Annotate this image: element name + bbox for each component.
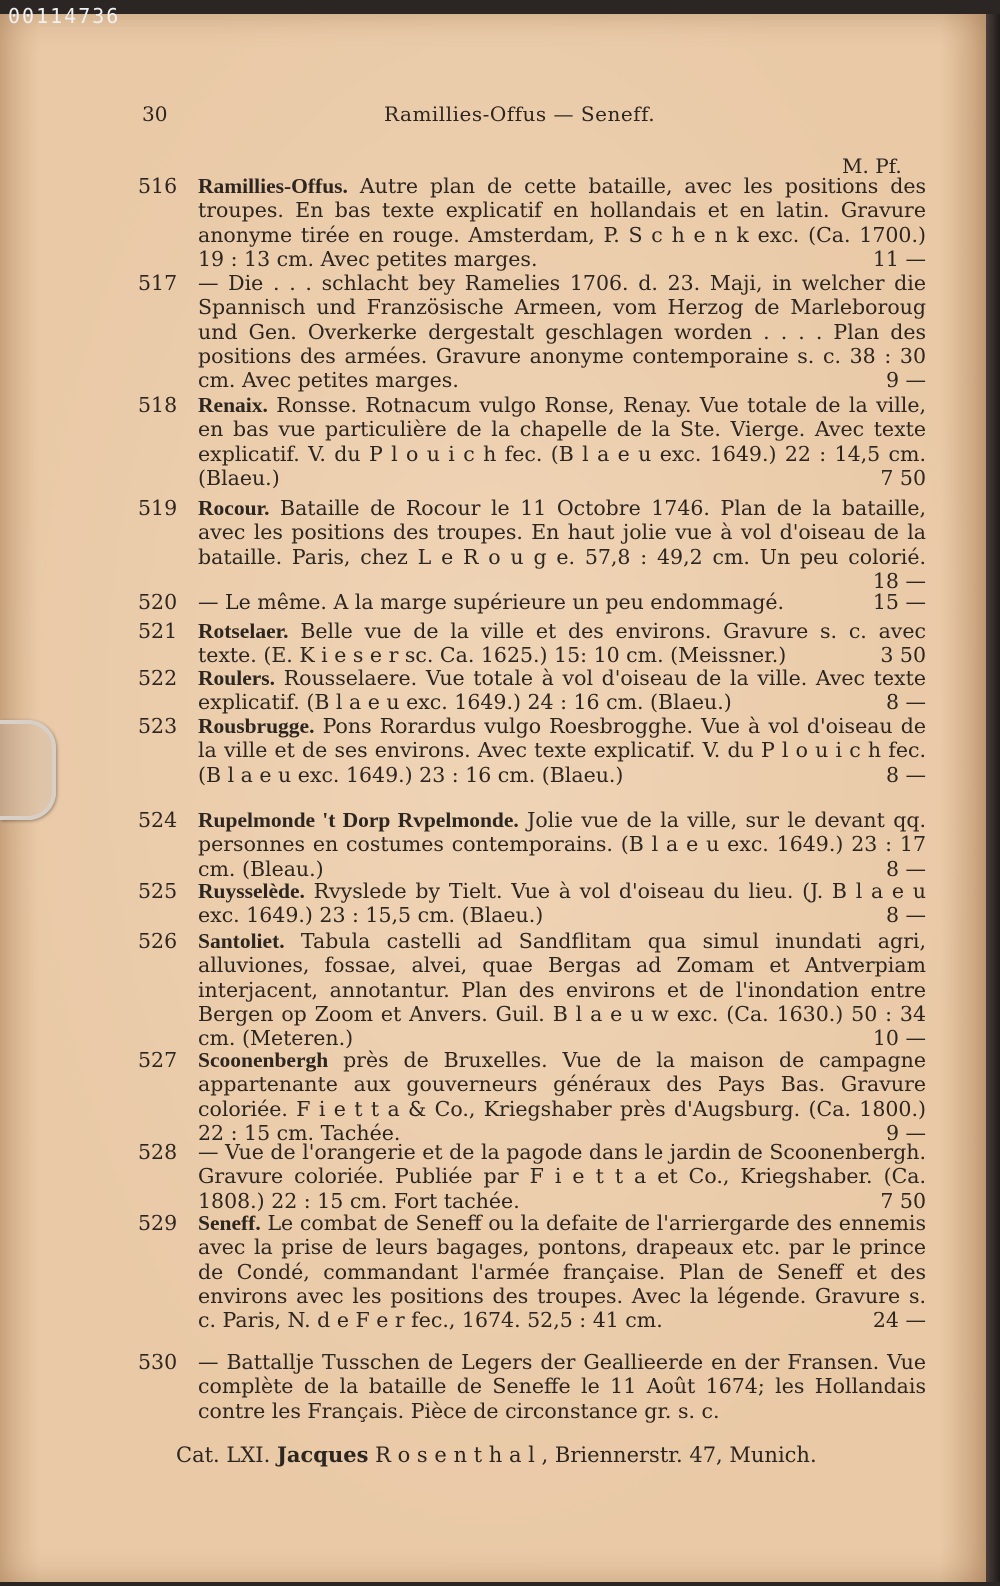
footer-catalogue-number: Cat. LXI.: [176, 1443, 271, 1467]
entry-price: 7 50: [880, 465, 926, 490]
price-column-head: M. Pf.: [842, 154, 902, 178]
entry-keyword: Ruysselède.: [198, 879, 305, 903]
entry-text: Jolie vue de la ville, sur le devant qq. personnes en costumes contemporains. (B l a e u exc. 1649.) 23 : 17 cm. (Bleau.): [198, 808, 926, 881]
entry-text: — Battallje Tusschen de Legers der Geallieerde en der Fransen. Vue complète de la bataille de Seneffe le 11 Août 1674; les Hollandais contre les Français. Pièce de circonstance gr. s. c.: [198, 1350, 926, 1423]
entry-price: 10 —: [872, 1026, 926, 1051]
entry-number: 526: [138, 929, 178, 953]
entry-number: 525: [138, 879, 178, 903]
entry-number: 518: [138, 393, 178, 417]
entry-price: 8 —: [885, 690, 926, 715]
entry-price: 8 —: [885, 903, 926, 928]
catalogue-entry: [138, 590, 926, 614]
catalogue-entry: [138, 1140, 926, 1213]
entry-keyword: Rupelmonde 't Dorp Rvpelmonde.: [198, 808, 519, 832]
entry-number: 530: [138, 1350, 178, 1374]
entry-price: 9 —: [885, 368, 926, 393]
entry-text: près de Bruxelles. Vue de la maison de campagne appartenante aux gouverneurs généraux des Pays Bas. Gravure coloriée. F i e t t a & Co., Kriegshaber près d'Augsburg. (Ca. 1800.) 22 : 15 cm. Tachée.: [198, 1048, 926, 1145]
catalogue-entry: [138, 1350, 926, 1423]
paper-clip: [0, 720, 56, 820]
entry-number: 517: [138, 271, 178, 295]
entry-price: 11 —: [872, 246, 926, 271]
entry-number: 516: [138, 174, 178, 198]
entry-number: 528: [138, 1140, 178, 1164]
catalogue-entry: [138, 1211, 926, 1332]
entry-text: Rvyslede by Tielt. Vue à vol d'oiseau du lieu. (J. B l a e u exc. 1649.) 23 : 15,5 cm. (Blaeu.): [198, 879, 926, 928]
entry-price: 24 —: [872, 1308, 926, 1333]
entry-price: 9 —: [885, 1120, 926, 1145]
catalogue-entry: [138, 393, 926, 490]
entry-price: 15 —: [872, 590, 926, 614]
entry-keyword: Rousbrugge.: [198, 714, 315, 738]
book-edge: [986, 14, 1000, 1582]
entry-keyword: Rocour.: [198, 496, 270, 520]
catalogue-entry: [138, 714, 926, 787]
entry-number: 520: [138, 590, 178, 614]
catalogue-entry: [138, 879, 926, 928]
catalogue-footer: [176, 1442, 817, 1467]
entry-text: — Die . . . schlacht bey Ramelies 1706. d. 23. Maji, in welcher die Spannisch und Französische Armeen, vom Herzog de Marleboroug und Gen. Overkerke dergestalt geschlagen worden . . . . Plan des positions des armées. Gravure anonyme contemporaine s. c. 38 : 30 cm. Avec petites marges.: [198, 271, 926, 393]
catalogue-entry: [138, 1048, 926, 1145]
entry-text: — Vue de l'orangerie et de la pagode dans le jardin de Scoonenbergh. Gravure coloriée. Publiée par F i e t t a et Co., Kriegshaber. (Ca. 1808.) 22 : 15 cm. Fort tachée.: [198, 1140, 926, 1213]
page-number: 30: [142, 102, 168, 126]
catalogue-entry: [138, 929, 926, 1050]
footer-dealer-address: R o s e n t h a l , Briennerstr. 47, Munich.: [375, 1443, 817, 1467]
catalogue-entry: [138, 666, 926, 715]
entry-keyword: Rotselaer.: [198, 619, 289, 643]
entry-price: 7 50: [880, 1188, 926, 1213]
entry-number: 521: [138, 619, 178, 643]
entry-text: Le combat de Seneff ou la defaite de l'arriergarde des ennemis avec la prise de leurs bagages, pontons, drapeaux etc. par le prince de Condé, commandant l'armée française. Plan de Seneff et des environs avec les positions des troupes. Avec la légende. Gravure s. c. Paris, N. d e F e r fec., 1674. 52,5 : 41 cm.: [198, 1211, 926, 1333]
catalogue-entry: [138, 808, 926, 881]
entry-price: 8 —: [885, 762, 926, 787]
footer-dealer-first-name: Jacques: [276, 1442, 369, 1467]
running-head: Ramillies-Offus — Seneff.: [384, 102, 656, 126]
entry-number: 523: [138, 714, 178, 738]
entry-keyword: Scoonenbergh: [198, 1048, 329, 1072]
entry-text: Rousselaere. Vue totale à vol d'oiseau de la ville. Avec texte explicatif. (B l a e u exc. 1649.) 24 : 16 cm. (Blaeu.): [198, 666, 926, 715]
catalogue-entry: [138, 174, 926, 271]
entry-price: 3 50: [880, 643, 926, 668]
entry-number: 519: [138, 496, 178, 520]
entry-number: 524: [138, 808, 178, 832]
entry-keyword: Seneff.: [198, 1211, 261, 1235]
entry-number: 527: [138, 1048, 178, 1072]
catalogue-page: [0, 4, 986, 1582]
entry-text: Belle vue de la ville et des environs. Gravure s. c. avec texte. (E. K i e s e r sc. Ca. 1625.) 15: 10 cm. (Meissner.): [198, 619, 926, 668]
entry-number: 522: [138, 666, 178, 690]
entry-text: Bataille de Rocour le 11 Octobre 1746. Plan de la bataille, avec les positions des troupes. En haut jolie vue à vol d'oiseau de la bataille. Paris, chez L e R o u g e. 57,8 : 49,2 cm. Un peu colorié.: [198, 496, 926, 569]
catalogue-entry: [138, 619, 926, 668]
catalogue-entry: [138, 496, 926, 593]
scan-label: 00114736: [8, 4, 121, 28]
entry-text: Ronsse. Rotnacum vulgo Ronse, Renay. Vue totale de la ville, en bas vue particulière de la chapelle de la Ste. Vierge. Avec texte explicatif. V. du P l o u i c h fec. (B l a e u exc. 1649.) 22 : 14,5 cm. (Blaeu.): [198, 393, 926, 490]
entry-price: 8 —: [885, 856, 926, 881]
entry-number: 529: [138, 1211, 178, 1235]
entry-keyword: Santoliet.: [198, 929, 285, 953]
catalogue-entry: [138, 271, 926, 392]
entry-text: Autre plan de cette bataille, avec les positions des troupes. En bas texte explicatif en hollandais et en latin. Gravure anonyme tirée en rouge. Amsterdam, P. S c h e n k exc. (Ca. 1700.) 19 : 13 cm. Avec petites marges.: [198, 174, 926, 271]
entry-text: — Le même. A la marge supérieure un peu endommagé.: [198, 590, 784, 614]
entry-price: 18 —: [872, 568, 926, 593]
entry-keyword: Ramillies-Offus.: [198, 174, 348, 198]
entry-text: Pons Rorardus vulgo Roesbrogghe. Vue à vol d'oiseau de la ville et de ses environs. Avec texte explicatif. V. du P l o u i c h fec. (B l a e u exc. 1649.) 23 : 16 cm. (Blaeu.): [198, 714, 926, 787]
entry-keyword: Renaix.: [198, 393, 268, 417]
entry-keyword: Roulers.: [198, 666, 276, 690]
entry-text: Tabula castelli ad Sandflitam qua simul inundati agri, alluviones, fossae, alvei, quae Bergas ad Zomam et Antverpiam interjacent, annotantur. Plan des environs et de l'inondation entre Bergen op Zoom et Anvers. Guil. B l a e u w exc. (Ca. 1630.) 50 : 34 cm. (Meteren.): [198, 929, 926, 1051]
